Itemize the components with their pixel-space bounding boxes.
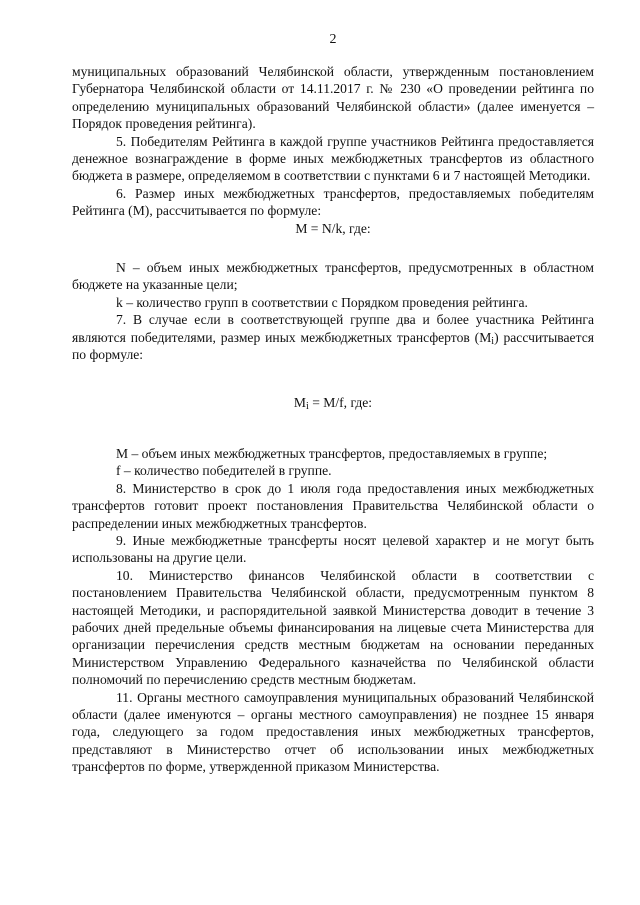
spacer	[72, 411, 594, 445]
page-number: 2	[329, 32, 337, 47]
definition-k: k – количество групп в соответствии с Порядком проведения рейтинга.	[116, 294, 528, 310]
paragraph-9: 9. Иные межбюджетные трансферты носят целевой характер и не могут быть использованы на другие цели.	[72, 532, 594, 566]
spacer	[72, 364, 594, 394]
paragraph-7-subscript: i	[491, 335, 495, 347]
paragraph-11: 11. Органы местного самоуправления муниципальных образований Челябинской области (далее именуются – органы местного самоуправления) не позднее 15 января года, следующего за годом предоставления иных межбюджетных трансфертов, представляют в Министерство отчет об использовании иных межбюджетных трансфертов по форме, утвержденной приказом Министерства.	[72, 689, 594, 775]
formula-mi-start: М	[293, 394, 307, 410]
paragraph-7-text-start: 7. В случае если в соответствующей группе два и более участника Рейтинга являются победителями, размер иных межбюджетных трансфертов (М	[72, 312, 594, 345]
definition-n: N – объем иных межбюджетных трансфертов, предусмотренных в областном бюджете на указанные цели;	[72, 260, 594, 293]
formula-mi-end: = М/f, где:	[308, 394, 373, 410]
paragraph-7	[72, 311, 594, 363]
paragraph-8: 8. Министерство в срок до 1 июля года предоставления иных межбюджетных трансфертов готовит проект постановления Правительства Челябинской области о распределении иных межбюджетных трансфертов.	[72, 480, 594, 531]
formula-mi-subscript: i	[306, 400, 309, 412]
paragraph-5: 5. Победителям Рейтинга в каждой группе участников Рейтинга предоставляется денежное вознаграждение в форме иных межбюджетных трансфертов из областного бюджета в размере, определяемом в соответствии с пунктами 6 и 7 настоящей Методики.	[72, 133, 594, 184]
paragraph-10: 10. Министерство финансов Челябинской области в соответствии с постановлением Правительства Челябинской области, предусмотренным пунктом 8 настоящей Методики, и распорядительной заявкой Министерства доводит в течение 3 рабочих дней предельные объемы финансирования на лицевые счета Министерства для организации перечисления средств местным бюджетам на основании переданных Министерством Управлению Федерального казначейства по Челябинской области полномочий по перечислению средств местным бюджетам.	[72, 567, 594, 688]
formula-mi	[72, 394, 594, 411]
definition-f: f – количество победителей в группе.	[116, 463, 332, 479]
spacer	[72, 237, 594, 259]
formula-m: М = N/k, где:	[295, 220, 371, 236]
definition-m: М – объем иных межбюджетных трансфертов, предоставляемых в группе;	[116, 445, 548, 461]
document-body	[72, 63, 594, 776]
paragraph-7-text-end: ) рассчитывается по формуле:	[72, 329, 594, 363]
paragraph-6: 6. Размер иных межбюджетных трансфертов, предоставляемых победителям Рейтинга (М), рассчитывается по формуле:	[72, 185, 594, 219]
document-page	[72, 0, 594, 905]
paragraph-continuation: муниципальных образований Челябинской области, утвержденным постановлением Губернатора Челябинской области от 14.11.2017 г. № 230 «О проведении рейтинга по определению муниципальных образований Челябинской области» (далее именуется – Порядок проведения рейтинга).	[72, 64, 594, 132]
